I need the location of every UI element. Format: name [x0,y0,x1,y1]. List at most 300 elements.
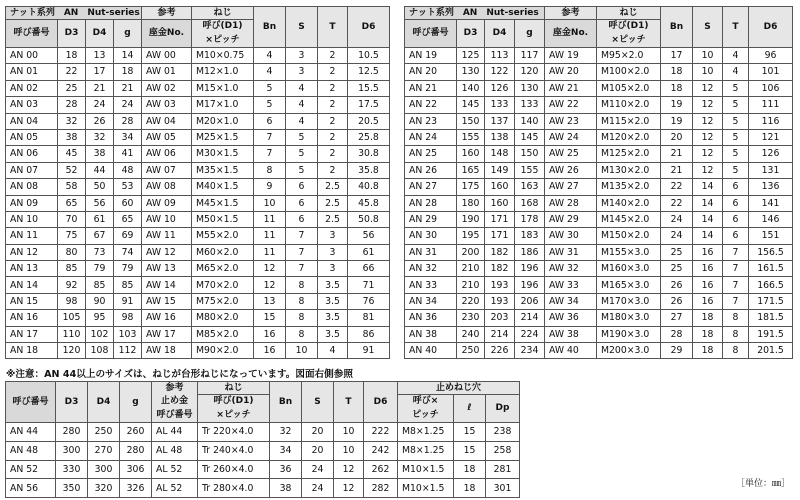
table-cell: 7 [254,129,286,145]
table-cell: 12 [693,162,723,178]
table-row [6,211,390,227]
table-cell: 24 [302,460,334,479]
table-cell: 79 [114,261,142,277]
table-row [6,460,520,479]
table-cell: AW 07 [142,162,192,178]
table-cell: AN 16 [6,310,58,326]
table-cell: M85×2.0 [192,326,254,342]
table-cell: 203 [485,310,515,326]
table-cell: 41 [114,146,142,162]
table-cell: AW 02 [142,80,192,96]
table-cell: AN 00 [6,48,58,64]
table-cell: M8×1.25 [398,441,454,460]
g-header: g [114,20,142,48]
table-cell: M160×3.0 [597,261,661,277]
table-cell: AW 29 [545,211,597,227]
table-cell: 182 [485,244,515,260]
table-cell: AN 25 [405,146,457,162]
table-cell: 16 [693,261,723,277]
table-cell: 20 [302,423,334,442]
table-cell: 103 [114,326,142,342]
g-header: g [120,382,152,423]
table-cell: 3.5 [318,326,348,342]
table-cell: AW 30 [545,228,597,244]
table-cell: 24 [661,211,693,227]
table-cell: 36 [270,460,302,479]
table-cell: 14 [693,228,723,244]
table-cell: 96 [749,48,793,64]
table-row [405,97,793,113]
table-cell: M120×2.0 [597,129,661,145]
table-row [6,423,520,442]
table-cell: 7 [723,261,749,277]
table-row [6,97,390,113]
table-row [6,129,390,145]
table-cell: M150×2.0 [597,228,661,244]
table-cell: 163 [515,179,545,195]
table-cell: 86 [348,326,390,342]
table-cell: 11 [254,228,286,244]
table-cell: 2 [318,48,348,64]
table-cell: 168 [515,195,545,211]
table-cell: 2 [318,146,348,162]
table-cell: 281 [486,460,520,479]
table-row [6,310,390,326]
table-cell: 11 [254,211,286,227]
table-cell: 242 [364,441,398,460]
table-cell: AW 16 [142,310,192,326]
table-cell: AW 34 [545,293,597,309]
table-cell: 8 [286,293,318,309]
table-cell: AN 15 [6,293,58,309]
table-cell: 13 [254,293,286,309]
sankou-header: 参考 [545,7,597,20]
table-cell: 22 [661,179,693,195]
table-cell: 26 [661,277,693,293]
table-cell: AN 12 [6,244,58,260]
table-cell: 138 [485,129,515,145]
table-cell: M50×1.5 [192,211,254,227]
table-cell: Tr 280×4.0 [198,479,270,498]
table-cell: 14 [693,195,723,211]
table-cell: 30.8 [348,146,390,162]
table-cell: 38 [270,479,302,498]
bn-header: Bn [270,382,302,423]
table-cell: M115×2.0 [597,113,661,129]
table-cell: 238 [486,423,520,442]
table-row [6,113,390,129]
table-cell: 34 [270,441,302,460]
table-cell: AW 04 [142,113,192,129]
table-cell: 40.8 [348,179,390,195]
table-row [6,261,390,277]
table-cell: 15 [254,310,286,326]
table-cell: 10 [693,64,723,80]
table-cell: 38 [86,146,114,162]
table-cell: 3 [286,48,318,64]
table-cell: 81 [348,310,390,326]
table-cell: 230 [457,310,485,326]
table-cell: 2.5 [318,195,348,211]
table-row [405,228,793,244]
table-row [6,179,390,195]
table-cell: 6 [723,228,749,244]
table-cell: 18 [661,80,693,96]
table-cell: AN 30 [405,228,457,244]
table-cell: 214 [515,310,545,326]
table-cell: 12 [693,146,723,162]
table-cell: 28 [661,326,693,342]
g-header: g [515,20,545,48]
table-row [405,179,793,195]
table-cell: 270 [88,441,120,460]
table-cell: M12×1.0 [192,64,254,80]
table-cell: 12 [693,97,723,113]
table-cell: M200×3.0 [597,343,661,359]
table-cell: 175 [457,179,485,195]
table-row [6,48,390,64]
pitch-header: ×ピッチ [192,34,254,48]
table-cell: 98 [58,293,86,309]
table-cell: 80 [58,244,86,260]
table-cell: 6 [286,211,318,227]
table-cell: AW 01 [142,64,192,80]
tomegane-yobi-header: 呼び番号 [152,409,198,423]
table-cell: AW 25 [545,146,597,162]
series-label: ナット系列 AN Nut-series [405,7,545,20]
table-cell: 5 [254,97,286,113]
table-cell: 8 [723,310,749,326]
table-cell: AN 03 [6,97,58,113]
table-cell: 190 [457,211,485,227]
table-cell: 58 [58,179,86,195]
table-row [6,277,390,293]
table-cell: M190×3.0 [597,326,661,342]
table-cell: 101 [749,64,793,80]
table-cell: 260 [120,423,152,442]
table-cell: 90 [86,293,114,309]
table-cell: AN 34 [405,293,457,309]
nut-series-table-an00-an18 [5,6,390,359]
d4-header: D4 [86,20,114,48]
table-cell: 165 [457,162,485,178]
table-cell: 61 [86,211,114,227]
table-cell: 45.8 [348,195,390,211]
t-header: T [723,7,749,48]
table-cell: 28 [58,97,86,113]
table2-body [405,48,793,359]
table-cell: 19 [661,113,693,129]
table-cell: 5 [286,146,318,162]
table-cell: 155 [457,129,485,145]
table-row [405,310,793,326]
table-cell: 69 [114,228,142,244]
table-row [6,195,390,211]
table-cell: 2 [318,162,348,178]
table-cell: 3 [318,228,348,244]
sankou-header: 参考 [142,7,192,20]
bn-header: Bn [661,7,693,48]
table-cell: 10 [254,195,286,211]
table-cell: AN 21 [405,80,457,96]
table-cell: 27 [661,310,693,326]
table-cell: 214 [485,326,515,342]
table-row [6,293,390,309]
table-cell: 25 [661,261,693,277]
pitch-header: ×ピッチ [198,409,270,423]
table-cell: 95 [86,310,114,326]
table-cell: 29 [661,343,693,359]
table-cell: 161.5 [749,261,793,277]
zagane-no-header: 座金No. [142,20,192,48]
table-cell: AN 23 [405,113,457,129]
table-cell: M110×2.0 [597,97,661,113]
table-cell: 180 [457,195,485,211]
table-cell: AN 18 [6,343,58,359]
table-cell: 79 [86,261,114,277]
table-cell: 7 [254,146,286,162]
table-cell: M65×2.0 [192,261,254,277]
table-cell: AN 06 [6,146,58,162]
table-cell: 24 [302,479,334,498]
table-cell: M170×3.0 [597,293,661,309]
table-cell: 160 [457,146,485,162]
table-cell: AN 27 [405,179,457,195]
ell-header: ℓ [454,395,486,423]
table-cell: 20.5 [348,113,390,129]
table-cell: 8 [286,277,318,293]
table-cell: AN 56 [6,479,56,498]
table-cell: 91 [114,293,142,309]
table-cell: 280 [56,423,88,442]
table-cell: AW 36 [545,310,597,326]
table-cell: AN 28 [405,195,457,211]
table-cell: 32 [270,423,302,442]
table-cell: 131 [749,162,793,178]
table-cell: 5 [723,113,749,129]
table-cell: 146 [749,211,793,227]
table-cell: 65 [58,195,86,211]
table-cell: 3.5 [318,277,348,293]
table-cell: 120 [58,343,86,359]
table-cell: 160 [485,195,515,211]
table-cell: 113 [485,48,515,64]
table-cell: M60×2.0 [192,244,254,260]
table-cell: 2 [318,64,348,80]
table-row [405,48,793,64]
table-row [6,162,390,178]
table-cell: AW 18 [142,343,192,359]
table-cell: 70 [58,211,86,227]
table-cell: AW 03 [142,97,192,113]
table-cell: 111 [749,97,793,113]
table-cell: 12 [693,129,723,145]
table-cell: 196 [515,261,545,277]
table-row [405,113,793,129]
table-cell: 6 [723,195,749,211]
table-cell: 140 [515,113,545,129]
table-row [405,261,793,277]
table-cell: AL 48 [152,441,198,460]
table-cell: 34 [114,129,142,145]
table-cell: 2 [318,97,348,113]
table-cell: 14 [114,48,142,64]
table-cell: 15.5 [348,80,390,96]
table-cell: AN 31 [405,244,457,260]
table-cell: 102 [86,326,114,342]
table-cell: 121 [749,129,793,145]
table-cell: 210 [457,261,485,277]
table-cell: AW 14 [142,277,192,293]
table-cell: 300 [56,441,88,460]
table-cell: AW 15 [142,293,192,309]
table-cell: 25 [58,80,86,96]
table-cell: 15 [454,423,486,442]
yobi-bango-header: 呼び番号 [6,382,56,423]
table-cell: AW 31 [545,244,597,260]
table-cell: AN 19 [405,48,457,64]
table-cell: 53 [114,179,142,195]
table-cell: 74 [114,244,142,260]
table-cell: AN 29 [405,211,457,227]
table-cell: 8 [723,343,749,359]
table-cell: 282 [364,479,398,498]
table-cell: 171.5 [749,293,793,309]
table-cell: M20×1.0 [192,113,254,129]
table-cell: 15 [454,441,486,460]
table-cell: 5 [723,129,749,145]
table-cell: AW 21 [545,80,597,96]
table-cell: 24 [86,97,114,113]
table-cell: AW 13 [142,261,192,277]
table-cell: 108 [86,343,114,359]
table-cell: 61 [348,244,390,260]
table-cell: 18 [454,460,486,479]
table-cell: 4 [254,64,286,80]
table-cell: M10×0.75 [192,48,254,64]
table-row [6,326,390,342]
table-cell: AN 38 [405,326,457,342]
table-cell: 91 [348,343,390,359]
table-cell: 5 [286,129,318,145]
t-header: T [334,382,364,423]
table-cell: 56 [348,228,390,244]
table-cell: 9 [254,179,286,195]
table-cell: AN 14 [6,277,58,293]
yobi-bango-header: 呼び番号 [405,20,457,48]
table-cell: 166.5 [749,277,793,293]
table-cell: 250 [457,343,485,359]
table-cell: 116 [749,113,793,129]
unit-label: ［単位：㎜］ [735,479,790,489]
d4-header: D4 [485,20,515,48]
trapezoidal-thread-table [5,381,520,498]
table-cell: 5 [254,80,286,96]
table-cell: 21 [114,80,142,96]
table-cell: AW 09 [142,195,192,211]
table-row [6,479,520,498]
table-cell: 122 [485,64,515,80]
table-cell: 4 [723,48,749,64]
table-cell: 56 [86,195,114,211]
table-cell: 8 [254,162,286,178]
table-cell: AN 26 [405,162,457,178]
table-cell: 130 [515,80,545,96]
s-header: S [286,7,318,48]
table-cell: AN 36 [405,310,457,326]
table-cell: 178 [515,211,545,227]
table-cell: AW 28 [545,195,597,211]
table-cell: 320 [88,479,120,498]
table-cell: 25 [661,244,693,260]
table-cell: 65 [114,211,142,227]
table-cell: 44 [86,162,114,178]
table-cell: 8 [286,326,318,342]
yobi-bango-header: 呼び番号 [6,20,58,48]
table-cell: 10 [334,441,364,460]
table-cell: 4 [723,64,749,80]
note-text: ※注意：AN 44以上のサイズは、ねじが台形ねじになっています。図面右側参照 [6,369,353,380]
table-cell: 7 [723,277,749,293]
table-cell: AW 06 [142,146,192,162]
table-row [405,80,793,96]
pitch-header: ×ピッチ [597,34,661,48]
table-cell: 5 [723,97,749,113]
table-cell: 155 [515,162,545,178]
table-cell: 75 [58,228,86,244]
table-cell: 7 [286,261,318,277]
table-cell: 10 [693,48,723,64]
table-cell: M10×1.5 [398,460,454,479]
table-cell: M165×3.0 [597,277,661,293]
table-cell: 18 [454,479,486,498]
table-cell: 98 [114,310,142,326]
table-cell: 4 [286,80,318,96]
table-row [6,228,390,244]
d6-header: D6 [364,382,398,423]
table-cell: 234 [515,343,545,359]
s-header: S [302,382,334,423]
table-cell: AN 07 [6,162,58,178]
table-cell: 71 [348,277,390,293]
table-cell: 150 [457,113,485,129]
table-cell: M8×1.25 [398,423,454,442]
table-cell: 22 [661,195,693,211]
table-cell: AW 33 [545,277,597,293]
yobi-d1-header: 呼び(D1) [192,20,254,34]
table-cell: 38 [58,129,86,145]
table-cell: 66 [348,261,390,277]
table-cell: 2.5 [318,211,348,227]
table-row [405,195,793,211]
table-cell: 133 [485,97,515,113]
table-cell: M80×2.0 [192,310,254,326]
table-cell: 210 [457,277,485,293]
table-cell: 160 [485,179,515,195]
nut-series-table-an19-an40 [404,6,793,359]
table-cell: 17 [86,64,114,80]
table-cell: 151 [749,228,793,244]
table-cell: 149 [485,162,515,178]
table-cell: 137 [485,113,515,129]
table-cell: AN 05 [6,129,58,145]
table-cell: 18 [693,310,723,326]
table-cell: 191.5 [749,326,793,342]
table-cell: AN 33 [405,277,457,293]
table-cell: 120 [515,64,545,80]
table-cell: AL 52 [152,460,198,479]
table-cell: 35.8 [348,162,390,178]
